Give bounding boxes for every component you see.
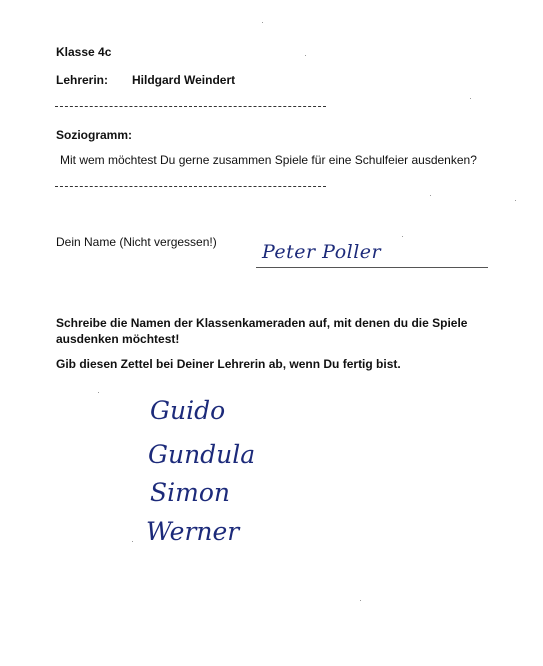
- scan-speck: [360, 600, 361, 601]
- handwritten-name-4: Werner: [146, 517, 240, 546]
- scan-speck: [515, 200, 516, 201]
- section-title: Soziogramm:: [56, 128, 133, 142]
- name-field-value: Peter Poller: [262, 241, 382, 263]
- handwritten-name-2: Gundula: [148, 440, 256, 469]
- instruction-line-3: Gib diesen Zettel bei Deiner Lehrerin ab, wenn Du fertig bist.: [56, 357, 401, 371]
- instruction-line-1: Schreibe die Namen der Klassenkameraden auf, mit denen du die Spiele: [56, 316, 468, 330]
- separator-top: [55, 106, 326, 107]
- scan-speck: [402, 236, 403, 237]
- question-text: Mit wem möchtest Du gerne zusammen Spiele für eine Schulfeier ausdenken?: [60, 153, 477, 167]
- scan-speck: [98, 392, 99, 393]
- scan-speck: [470, 98, 471, 99]
- teacher-label: Lehrerin:: [56, 73, 109, 87]
- scan-speck: [262, 22, 263, 23]
- handwritten-name-3: Simon: [150, 478, 230, 507]
- name-field-underline: [256, 267, 488, 268]
- class-label: Klasse 4c: [56, 45, 112, 59]
- scan-speck: [430, 195, 431, 196]
- name-field-label: Dein Name (Nicht vergessen!): [56, 235, 217, 249]
- instruction-line-2: ausdenken möchtest!: [56, 332, 180, 346]
- scan-speck: [132, 541, 133, 542]
- handwritten-name-1: Guido: [150, 396, 226, 425]
- separator-bottom: [55, 186, 326, 187]
- teacher-name: Hildgard Weindert: [132, 73, 236, 87]
- scan-speck: [305, 55, 306, 56]
